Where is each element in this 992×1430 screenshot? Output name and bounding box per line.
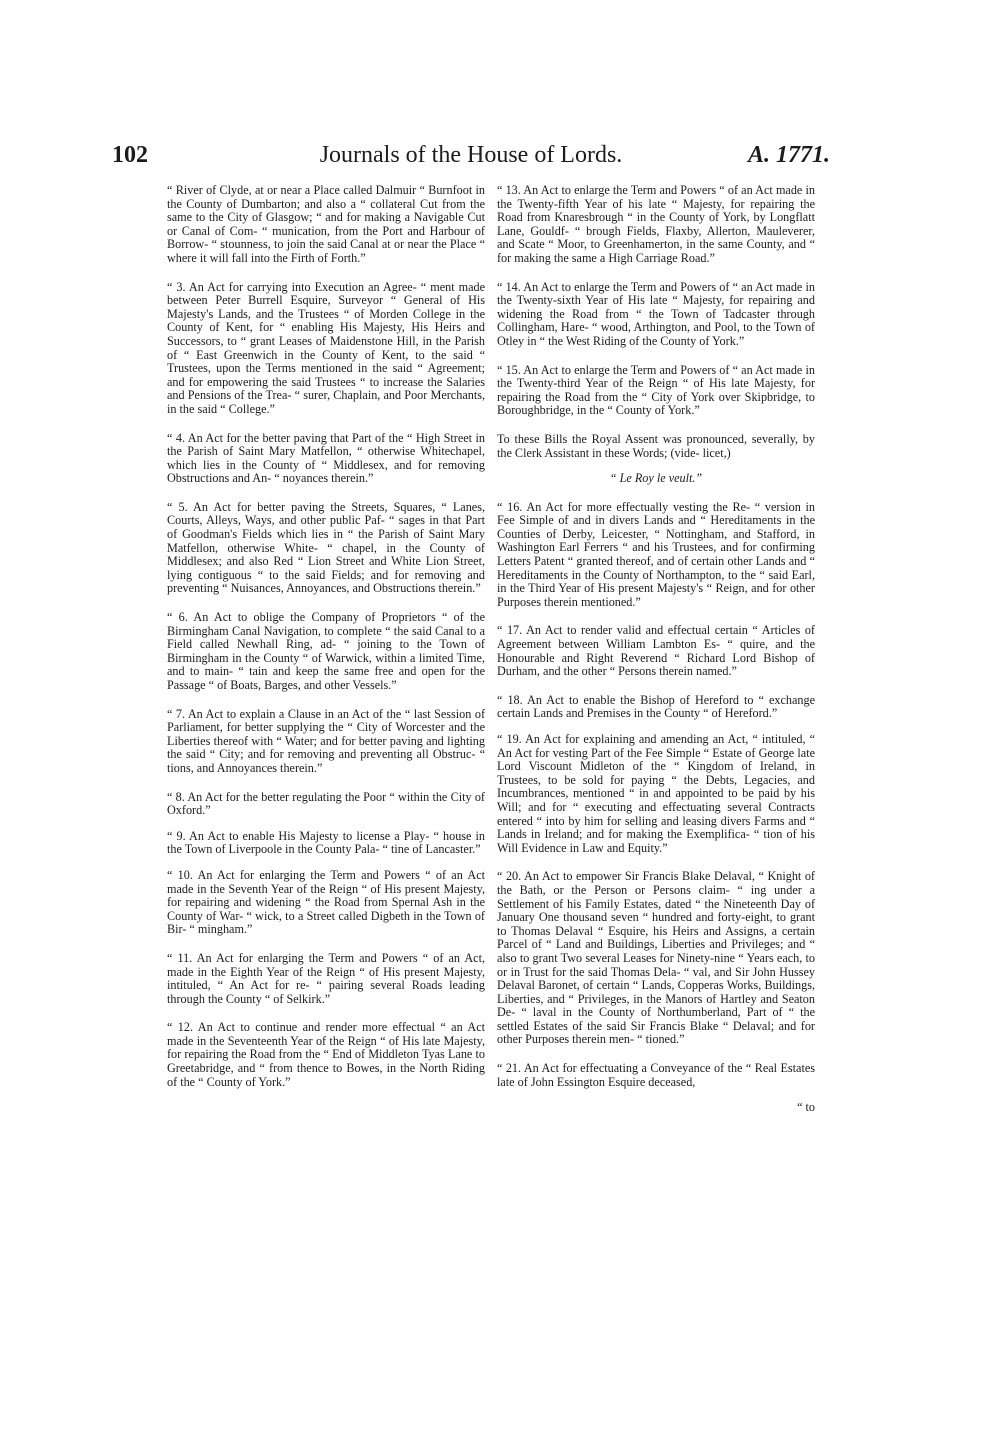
paragraph-act-15: “ 15. An Act to enlarge the Term and Powers of “ an Act made in the Twenty-third Year of the Reign “ of His late Majesty, for repairing the Road from the “ City of York over Skipbridge, to Boroughbridge, in the “ County of York.” — [497, 362, 815, 418]
paragraph-act-14: “ 14. An Act to enlarge the Term and Powers of “ an Act made in the Twenty-sixth Year of His late “ Majesty, for repairing and widening the Road from “ the Town of Tadcaster through Collingham, Hare- “ wood, Arthington, and Pool, to the Town of Otley in “ the West Riding of the County of York.” — [497, 279, 815, 348]
running-head: Journals of the House of Lords. — [319, 142, 623, 168]
paragraph-act-3: “ 3. An Act for carrying into Execution an Agree- “ ment made between Peter Burrell Esquire, Surveyor “ General of His Majesty's Lands, and the Trustees “ of Morden College in the County of Kent, for “ enabling His Majesty, His Heirs and Successors, to “ grant Leases of Maidenstone Hill, in the Parish of “ East Greenwich in the County of Kent, to the said “ Trustees, upon the Terms mentioned in the said “ Agreement; and for empowering the said Trustees “ to increase the Salaries and Pensions of the Trea- “ surer, Chaplain, and Poor Merchants, in the said “ College.” — [167, 279, 485, 416]
page-header — [112, 142, 830, 182]
paragraph-act-18: “ 18. An Act to enable the Bishop of Hereford to “ exchange certain Lands and Premises in the County “ of Hereford.” — [497, 692, 815, 721]
catchword: “ to — [797, 1100, 815, 1115]
paragraph-act-10: “ 10. An Act for enlarging the Term and Powers “ of an Act made in the Seventh Year of the Reign “ of His present Majesty, for repairing and widening “ the Road from Spernal Ash in the County of War- “ wick, to a Street called Digbeth in the Town of Bir- “ mingham.” — [167, 867, 485, 937]
paragraph-act-9: “ 9. An Act to enable His Majesty to license a Play- “ house in the Town of Liverpoole in the County Pala- “ tine of Lancaster.” — [167, 828, 485, 857]
royal-assent-formula: “ Le Roy le veult.” — [609, 471, 703, 486]
paragraph-act-12: “ 12. An Act to continue and render more effectual “ an Act made in the Seventeenth Year of the Reign “ of His late Majesty, for repairing the Road from the “ End of Middleton Tyas Lane to Greetabridge, and “ from thence to Bowes, in the North Riding of the “ County of York.” — [167, 1020, 485, 1089]
paragraph-act-16: “ 16. An Act for more effectually vesting the Re- “ version in Fee Simple of and in divers Lands and “ Hereditaments in the Counties of Derby, Leicester, “ Nottingham, and Stafford, in Washington Earl Ferrers “ and his Trustees, and for confirming Letters Patent “ granted thereof, and of certain other Lands and “ Hereditaments in the County of Northampton, to the “ said Earl, in the Third Year of His present Majesty's “ Reign, and for other Purposes therein mentioned.” — [497, 499, 815, 609]
paragraph-river-of-clyde: “ River of Clyde, at or near a Place called Dalmuir “ Burnfoot in the County of Dumbarton; and also a “ collateral Cut from the same to the City of Glasgow; “ and for making a Navigable Cut or Canal of Com- “ munication, from the Port and Harbour of Borrow- “ stounness, to join the said Canal at or near the Place “ where it will fall into the Firth of Forth.” — [167, 183, 485, 265]
paragraph-act-8: “ 8. An Act for the better regulating the Poor “ within the City of Oxford.” — [167, 789, 485, 818]
paragraph-act-4: “ 4. An Act for the better paving that Part of the “ High Street in the Parish of Saint Mary Matfellon, “ otherwise Whitechapel, which lies in the County of “ Middlesex, and for removing Obstructions and An- “ noyances therein.” — [167, 430, 485, 486]
paragraph-act-7: “ 7. An Act to explain a Clause in an Act of the “ last Session of Parliament, for better supplying the “ City of Worcester and the Liberties thereof with “ Water; and for better paving and lighting the said “ City; and for removing and preventing all Obstruc- “ tions, and Annoyances therein.” — [167, 706, 485, 775]
paragraph-act-11: “ 11. An Act for enlarging the Term and Powers “ of an Act, made in the Eighth Year of the Reign “ of His present Majesty, intituled, “ An Act for re- “ pairing several Roads leading through the County “ of Selkirk.” — [167, 950, 485, 1006]
year-heading: A. 1771. — [747, 142, 830, 168]
paragraph-act-21: “ 21. An Act for effectuating a Conveyance of the “ Real Estates late of John Essington Esquire deceased, — [497, 1061, 815, 1089]
page-number: 102 — [112, 142, 148, 168]
paragraph-act-17: “ 17. An Act to render valid and effectual certain “ Articles of Agreement between William Lambton Es- “ quire, and the Honourable and Right Reverend “ Richard Lord Bishop of Durham, and the other “ Persons therein named.” — [497, 623, 815, 679]
paragraph-act-13: “ 13. An Act to enlarge the Term and Powers “ of an Act made in the Twenty-fifth Year of his late “ Majesty, for repairing the Road from Knaresbrough “ in the County of York, by Longflatt Lane, Gouldf- “ brough Fields, Flaxby, Allerton, Mauleverer, and Scate “ Moor, to Greenhamerton, in the same County, and “ for making the same a High Carriage Road.” — [497, 183, 815, 265]
right-column — [497, 184, 815, 1115]
paragraph-act-5: “ 5. An Act for better paving the Streets, Squares, “ Lanes, Courts, Alleys, Ways, and other public Paf- “ sages in that Part of Goodman's Fields which lies in “ the Parish of Saint Mary Matfellon, otherwise White- “ chapel, in the County of Middlesex; and also Red “ Lion Street and White Lion Street, lying contiguous “ to the said Fields; and for removing and preventing “ Nuisances, Annoyances, and Obstructions therein.” — [167, 499, 485, 596]
paragraph-act-6: “ 6. An Act to oblige the Company of Proprietors “ of the Birmingham Canal Navigation, to complete “ the said Canal to a Field called Newhall Ring, ad- “ joining to the Town of Birmingham in the County “ of Warwick, within a limited Time, and to main- “ tain and keep the same free and open for the Passage “ of Boats, Barges, and other Vessels.” — [167, 610, 485, 692]
paragraph-act-19: “ 19. An Act for explaining and amending an Act, “ intituled, “ An Act for vesting Part of the Fee Simple “ Estate of George late Lord Viscount Midleton of the “ Kingdom of Ireland, in Trustees, to be sold for paying “ the Debts, Legacies, and Incumbrances, mentioned “ in and appointed to be paid by his Will; and for “ executing and effectuating several Contracts entered “ into by him for selling and leasing divers Farms and “ Lands in Ireland; and for making the Exemplifica- “ tion of his Will Evidence in Law and Equity.” — [497, 732, 815, 855]
royal-assent-statement: To these Bills the Royal Assent was pronounced, severally, by the Clerk Assistant in these Words; (vide- licet,) — [497, 431, 815, 460]
left-column — [167, 184, 485, 1104]
paragraph-act-20: “ 20. An Act to empower Sir Francis Blake Delaval, “ Knight of the Bath, or the Person or Persons claim- “ ing under a Settlement of his Family Estates, dated “ the Nineteenth Day of January One thousand seven “ hundred and forty-eight, to grant to Thomas Delaval “ Esquire, his Heirs and Assigns, a certain Parcel of “ Land and Buildings, Liberties and Privileges; and “ also to grant Two several Leases for Ninety-nine “ Years each, to or in Trust for the said Thomas Dela- “ val, and Sir John Hussey Delaval Baronet, of certain “ Lands, Copperas Works, Buildings, Liberties, and “ Privileges, in the Manors of Hartley and Seaton De- “ laval in the County of Northumberland, Part of “ the settled Estates of the said Sir Francis Blake “ Delaval; and for other Purposes therein men- “ tioned.” — [497, 869, 815, 1047]
